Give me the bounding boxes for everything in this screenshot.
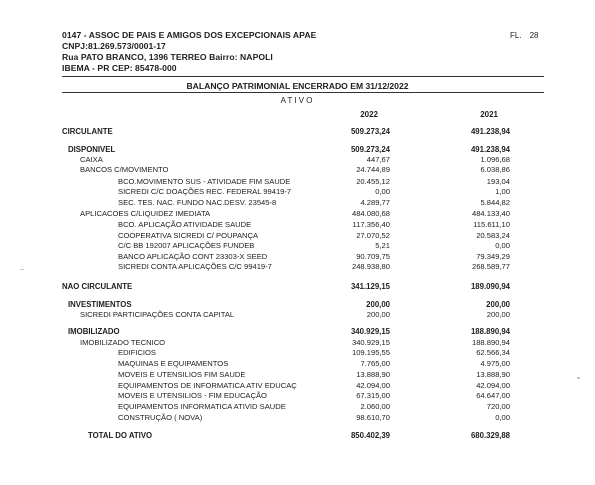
value-2021: 13.888,90 — [476, 370, 510, 379]
folio — [510, 31, 546, 40]
table-row — [0, 145, 595, 155]
table-row — [0, 165, 595, 175]
table-row — [0, 359, 595, 369]
table-row — [0, 338, 595, 348]
value-2022: 0,00 — [375, 187, 390, 196]
entity-address: Rua PATO BRANCO, 1396 TERREO Bairro: NAPOLI — [62, 52, 273, 62]
table-row — [0, 431, 595, 441]
row-label: EDIFICIOS — [118, 348, 156, 357]
table-row — [0, 231, 595, 241]
value-2022: 447,67 — [366, 155, 390, 164]
value-2022: 67.315,00 — [356, 391, 390, 400]
value-2022: 484.080,68 — [351, 209, 390, 218]
value-2022: 13.888,90 — [356, 370, 390, 379]
row-label: DISPONIVEL — [68, 145, 116, 154]
value-2021: 491.238,94 — [470, 145, 510, 154]
value-2022: 27.070,52 — [356, 231, 390, 240]
table-row — [0, 300, 595, 310]
value-2022: 7.765,00 — [360, 359, 390, 368]
value-2021: 200,00 — [486, 310, 510, 319]
value-2022: 850.402,39 — [350, 431, 390, 440]
value-2021: 5.844,82 — [480, 198, 510, 207]
table-row — [0, 220, 595, 230]
row-label: BCO.MOVIMENTO SUS - ATIVIDADE FIM SAUDE — [118, 177, 291, 186]
value-2022: 509.273,24 — [350, 127, 390, 136]
value-2022: 90.709,75 — [356, 252, 390, 261]
margin-mark: ~ — [20, 267, 25, 274]
row-label: NAO CIRCULANTE — [62, 282, 133, 291]
value-2021: 189.090,94 — [470, 282, 510, 291]
table-row — [0, 310, 595, 320]
table-row — [0, 252, 595, 262]
value-2021: 0,00 — [495, 413, 510, 422]
table-row — [0, 413, 595, 423]
row-label: CAIXA — [80, 155, 103, 164]
table-row — [0, 127, 595, 137]
value-2021: 64.647,00 — [476, 391, 510, 400]
table-row — [0, 381, 595, 391]
row-label: SEC. TES. NAC. FUNDO NAC.DESV. 23545-8 — [118, 198, 277, 207]
value-2021: 680.329,88 — [470, 431, 510, 440]
table-row — [0, 177, 595, 187]
table-row — [0, 155, 595, 165]
value-2022: 4.289,77 — [360, 198, 390, 207]
row-label: MOVEIS E UTENSILIOS - FIM EDUCAÇÃO — [118, 391, 267, 400]
value-2022: 200,00 — [366, 310, 390, 319]
value-2022: 248.938,80 — [351, 262, 390, 271]
value-2021: 200,00 — [486, 300, 510, 309]
table-row — [0, 402, 595, 412]
row-label: MAQUINAS E EQUIPAMENTOS — [118, 359, 229, 368]
folio-number: 28 — [529, 31, 539, 40]
entity-cnpj: CNPJ:81.269.573/0001-17 — [62, 41, 166, 51]
value-2021: 115.611,10 — [473, 220, 510, 229]
table-row — [0, 262, 595, 272]
value-2021: 188.890,94 — [471, 338, 510, 347]
row-label: MOVEIS E UTENSILIOS FIM SAUDE — [118, 370, 246, 379]
value-2022: 200,00 — [366, 300, 390, 309]
value-2022: 341.129,15 — [350, 282, 390, 291]
row-label: INVESTIMENTOS — [68, 300, 132, 309]
value-2021: 62.566,34 — [476, 348, 510, 357]
row-label: SICREDI CONTA APLICAÇÕES C/C 99419-7 — [118, 262, 272, 271]
table-row — [0, 282, 595, 292]
table-row — [0, 391, 595, 401]
entity-city: IBEMA - PR CEP: 85478-000 — [62, 63, 177, 73]
value-2022: 509.273,24 — [350, 145, 390, 154]
table-row — [0, 187, 595, 197]
value-2021: 1.096,68 — [480, 155, 510, 164]
table-row — [0, 348, 595, 358]
value-2021: 484.133,40 — [471, 209, 510, 218]
row-label: IMOBILIZADO TECNICO — [80, 338, 166, 347]
value-2022: 2.060,00 — [360, 402, 390, 411]
row-label: SICREDI PARTICIPAÇÕES CONTA CAPITAL — [80, 310, 235, 319]
value-2022: 42.094,00 — [356, 381, 390, 390]
row-label: EQUIPAMENTOS INFORMATICA ATIVID SAUDE — [118, 402, 286, 411]
row-label: CIRCULANTE — [62, 127, 113, 136]
row-label: BANCOS C/MOVIMENTO — [80, 165, 169, 174]
row-label: COOPERATIVA SICREDI C/ POUPANÇA — [118, 231, 259, 240]
row-label: EQUIPAMENTOS DE INFORMATICA ATIV EDUCAÇ — [118, 381, 297, 390]
row-label: TOTAL DO ATIVO — [88, 431, 153, 440]
table-row — [0, 209, 595, 219]
section-heading: ATIVO — [280, 96, 315, 105]
entity-name: 0147 - ASSOC DE PAIS E AMIGOS DOS EXCEPCIONAIS APAE — [62, 30, 317, 40]
value-2022: 98.610,70 — [356, 413, 390, 422]
column-2022: 2022 — [360, 110, 378, 119]
row-label: CONSTRUÇÃO ( NOVA) — [118, 413, 203, 422]
row-label: BCO. APLICAÇÃO ATIVIDADE SAUDE — [118, 220, 252, 229]
value-2022: 20.455,12 — [356, 177, 390, 186]
scan-smudge — [577, 377, 580, 379]
value-2021: 79.349,29 — [476, 252, 510, 261]
value-2022: 117.356,40 — [352, 220, 390, 229]
value-2022: 109.195,55 — [351, 348, 390, 357]
row-label: BANCO APLICAÇÃO CONT 23303-X SEED — [118, 252, 268, 261]
value-2021: 1,00 — [495, 187, 510, 196]
value-2021: 6.038,86 — [480, 165, 510, 174]
value-2021: 193,04 — [486, 177, 510, 186]
top-rule — [62, 76, 544, 77]
value-2021: 0,00 — [495, 241, 510, 250]
value-2022: 5,21 — [375, 241, 390, 250]
value-2022: 340.929,15 — [350, 327, 390, 336]
column-2021: 2021 — [480, 110, 498, 119]
table-row — [0, 327, 595, 337]
value-2021: 268.589,77 — [471, 262, 510, 271]
value-2021: 720,00 — [486, 402, 510, 411]
row-label: APLICACOES C/LIQUIDEZ IMEDIATA — [80, 209, 211, 218]
row-label: C/C BB 192007 APLICAÇÕES FUNDEB — [118, 241, 255, 250]
value-2021: 188.890,94 — [470, 327, 510, 336]
folio-label: FL. — [510, 31, 522, 40]
value-2022: 24.744,89 — [356, 165, 390, 174]
row-label: SICREDI C/C DOAÇÕES REC. FEDERAL 99419-7 — [118, 187, 292, 196]
value-2022: 340.929,15 — [351, 338, 390, 347]
value-2021: 20.583,24 — [476, 231, 510, 240]
report-title: BALANÇO PATRIMONIAL ENCERRADO EM 31/12/2022 — [186, 81, 409, 91]
table-row — [0, 241, 595, 251]
value-2021: 4.975,00 — [480, 359, 510, 368]
value-2021: 42.094,00 — [476, 381, 510, 390]
row-label: IMOBILIZADO — [68, 327, 120, 336]
table-row — [0, 370, 595, 380]
table-row — [0, 198, 595, 208]
title-rule — [62, 92, 544, 93]
value-2021: 491.238,94 — [470, 127, 510, 136]
